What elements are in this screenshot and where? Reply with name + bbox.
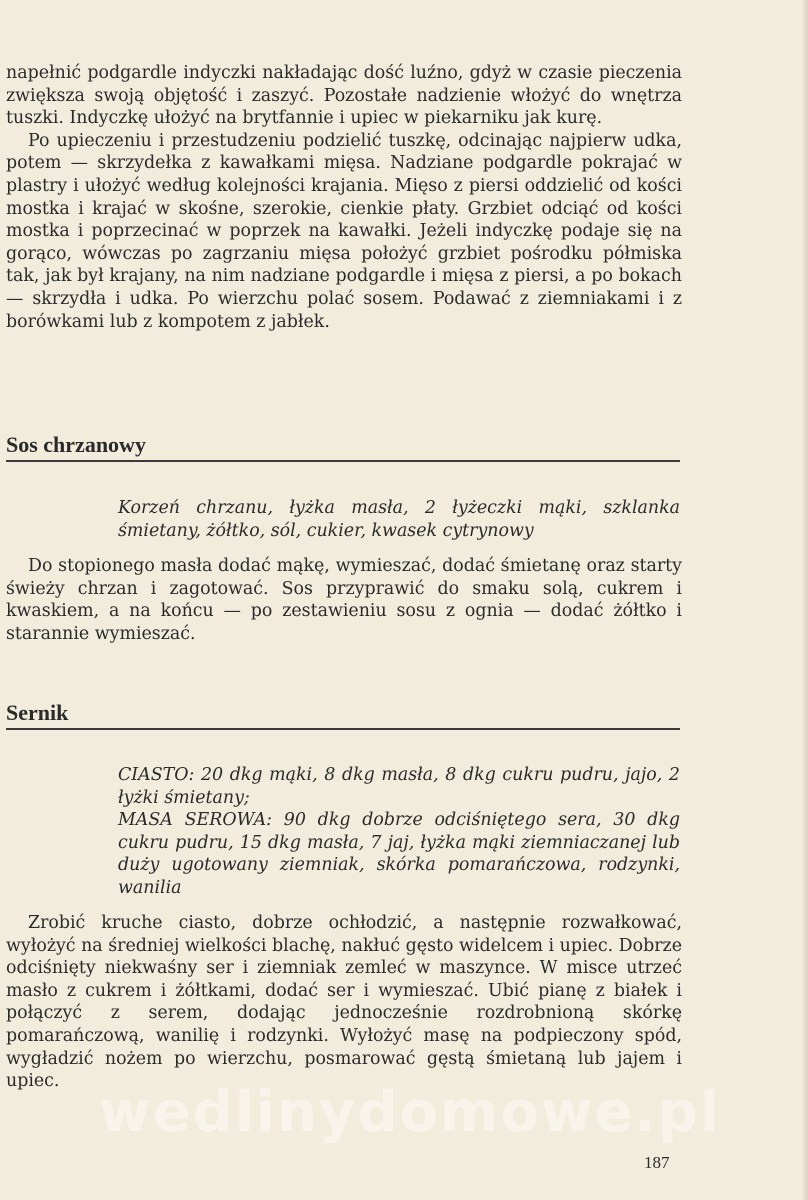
ingredients-dough: CIASTO: 20 dkg mąki, 8 dkg masła, 8 dkg cukru pudru, jajo, 2 łyżki śmietany; <box>118 765 680 808</box>
intro-paragraph: Po upieczeniu i przestudzeniu podzielić tuszkę, odcinając najpierw udka, potem — skrzydełka z kawałkami mięsa. Nadziane podgardle pokrajać w plastry i ułożyć według kolejności krajania. Mięso z piersi oddzielić od kości mostka i krajać w skośne, szerokie, cienkie płaty. Grzbiet odciąć od kości mostka i poprzecinać w poprzek na kawałki. Jeżeli indyczkę podaje się na gorąco, wówczas po zagrzaniu mięsa położyć grzbiet pośrodku półmiska tak, jak był krajany, na nim nadziane podgardle i mięsa z piersi, a po bokach — skrzydła i udka. Po wierzchu polać sosem. Podawać z ziemniakami i z borówkami lub z kompotem z jabłek. <box>6 130 682 332</box>
method-sernik <box>6 912 682 1093</box>
recipe-title-sernik: Sernik <box>6 700 680 730</box>
recipe-title-sos: Sos chrzanowy <box>6 432 680 462</box>
method-sos <box>6 555 682 645</box>
watermark: wedlinydomowe.pl <box>98 1080 722 1145</box>
method-paragraph: Zrobić kruche ciasto, dobrze ochłodzić, a następnie rozwałkować, wyłożyć na średniej wielkości blachę, nakłuć gęsto widelcem i upiec. Dobrze odciśnięty niekwaśny ser i ziemniak zemleć w maszynce. W misce utrzeć masło z cukrem i żółtkami, dodać ser i wymieszać. Ubić pianę z białek i połączyć z serem, dodając jednocześnie rozdrobnioną skórkę pomarańczową, wanilię i rodzynki. Wyłożyć masę na podpieczony spód, wygładzić nożem po wierzchu, posmarować gęstą śmietaną lub jajem i upiec. <box>6 913 682 1092</box>
ingredients-cheese: MASA SEROWA: 90 dkg dobrze odciśniętego sera, 30 dkg cukru pudru, 15 dkg masła, 7 jaj, łyżka mąki ziemniaczanej lub duży ugotowany ziemniak, skórka pomarańczowa, rodzynki, wanilia <box>118 810 680 898</box>
ingredients-sernik <box>118 764 680 900</box>
intro-text <box>6 62 682 333</box>
ingredients-sos: Korzeń chrzanu, łyżka masła, 2 łyżeczki mąki, szklanka śmietany, żółtko, sól, cukier, kwasek cytrynowy <box>118 498 680 541</box>
intro-paragraph: napełnić podgardle indyczki nakładając dość luźno, gdyż w czasie pieczenia zwiększa swoją objętość i zaszyć. Pozostałe nadzienie włożyć do wnętrza tuszki. Indyczkę ułożyć na brytfannie i upiec w piekarniku jak kurę. <box>6 63 682 129</box>
method-paragraph: Do stopionego masła dodać mąkę, wymieszać, dodać śmietanę oraz starty świeży chrzan i zagotować. Sos przyprawić do smaku solą, cukrem i kwaskiem, a na końcu — po zestawieniu sosu z ognia — dodać żółtko i starannie wymieszać. <box>6 556 682 644</box>
page-edge <box>802 0 808 1200</box>
page-number: 187 <box>644 1153 670 1172</box>
